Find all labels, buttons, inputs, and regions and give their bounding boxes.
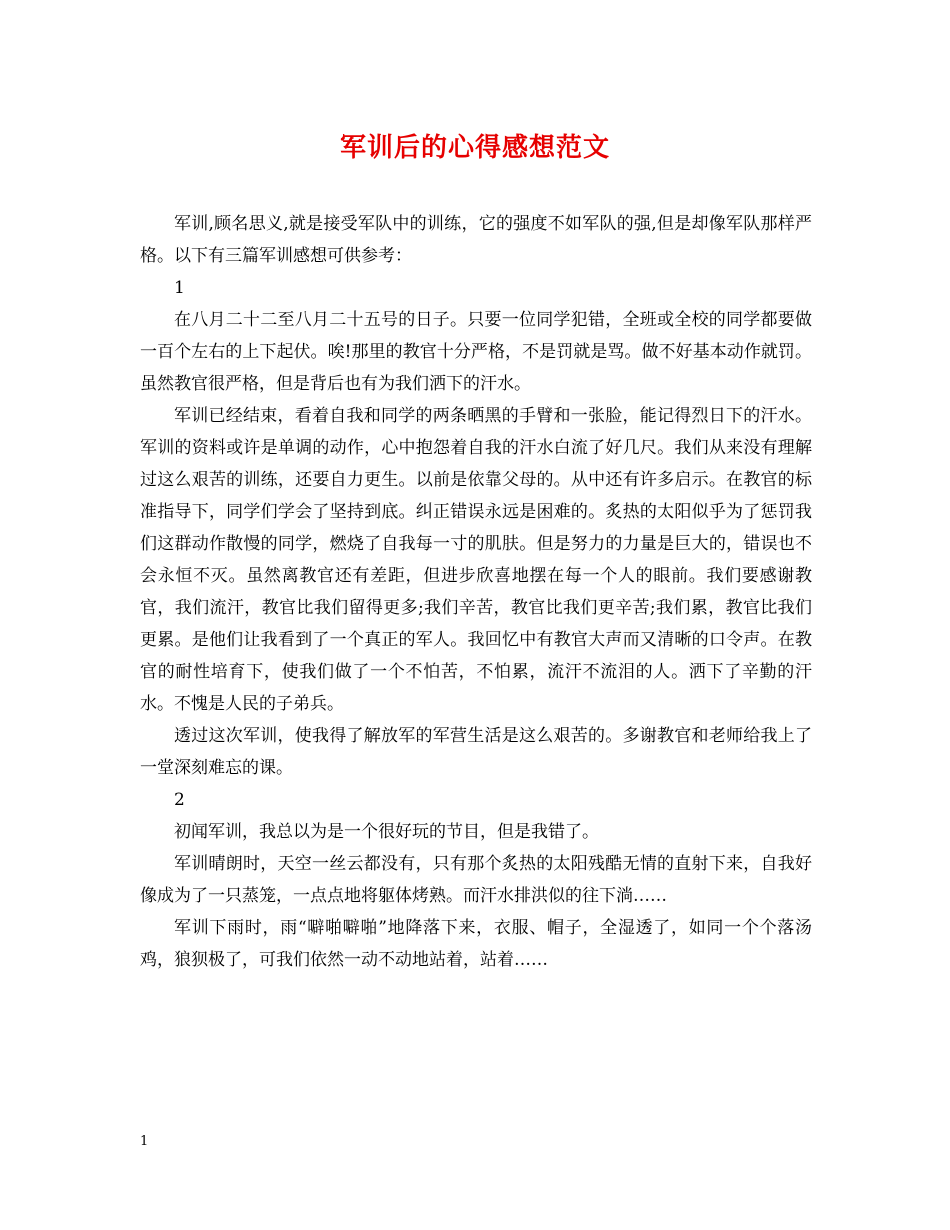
- paragraph: 在八月二十二至八月二十五号的日子。只要一位同学犯错，全班或全校的同学都要做一百个左右的上下起伏。唉!那里的教官十分严格，不是罚就是骂。做不好基本动作就罚。虽然教官很严格，但是背后也有为我们洒下的汗水。: [140, 310, 812, 394]
- section-number-2: 2: [174, 790, 185, 810]
- document-title: 军训后的心得感想范文: [339, 133, 610, 163]
- section-number-1: 1: [174, 278, 185, 298]
- paragraph: 初闻军训，我总以为是一个很好玩的节目，但是我错了。: [174, 822, 599, 842]
- paragraph-intro: 军训,顾名思义,就是接受军队中的训练，它的强度不如军队的强,但是却像军队那样严格。以下有三篇军训感想可供参考：: [140, 214, 812, 266]
- paragraph: 军训下雨时，雨“噼啪噼啪”地降落下来，衣服、帽子，全湿透了，如同一个个落汤鸡，狼狈极了，可我们依然一动不动地站着，站着……: [140, 918, 812, 970]
- paragraph: 军训晴朗时，天空一丝云都没有，只有那个炙热的太阳残酷无情的直射下来，自我好像成为了一只蒸笼，一点点地将躯体烤熟。而汗水排洪似的往下淌……: [140, 854, 812, 906]
- paragraph: 透过这次军训，使我得了解放军的军营生活是这么艰苦的。多谢教官和老师给我上了一堂深刻难忘的课。: [140, 726, 812, 778]
- page-number: 1: [140, 1134, 149, 1149]
- document-body: [140, 208, 812, 976]
- paragraph: 军训已经结束，看着自我和同学的两条晒黑的手臂和一张脸，能记得烈日下的汗水。军训的资料或许是单调的动作，心中抱怨着自我的汗水白流了好几尺。我们从来没有理解过这么艰苦的训练，还要自力更生。以前是依靠父母的。从中还有许多启示。在教官的标准指导下，同学们学会了坚持到底。纠正错误永远是困难的。炙热的太阳似乎为了惩罚我们这群动作散慢的同学，燃烧了自我每一寸的肌肤。但是努力的力量是巨大的，错误也不会永恒不灭。虽然离教官还有差距，但进步欣喜地摆在每一个人的眼前。我们要感谢教官，我们流汗，教官比我们留得更多;我们辛苦，教官比我们更辛苦;我们累，教官比我们更累。是他们让我看到了一个真正的军人。我回忆中有教官大声而又清晰的口令声。在教官的耐性培育下，使我们做了一个不怕苦，不怕累，流汗不流泪的人。洒下了辛勤的汗水。不愧是人民的子弟兵。: [140, 406, 812, 714]
